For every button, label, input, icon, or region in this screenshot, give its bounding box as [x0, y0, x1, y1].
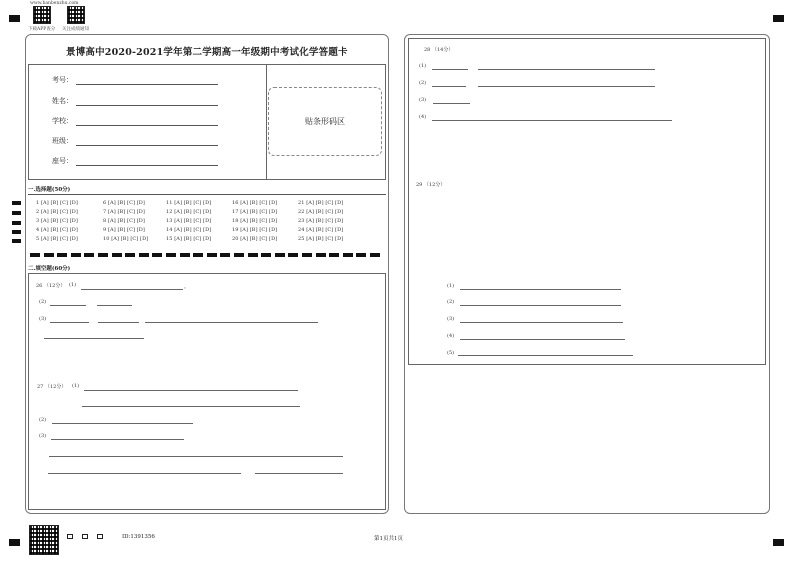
exam-number-label: 考号：: [52, 76, 73, 84]
q28-q29-box: [408, 38, 766, 365]
q26-part1-label: (1): [69, 282, 77, 288]
timing-mark-1: [12, 201, 21, 205]
q29-part2-line[interactable]: [460, 305, 621, 306]
choice-item[interactable]: 25 [A] [B] [C] [D]: [298, 236, 344, 242]
q28-part2-line-b[interactable]: [478, 86, 655, 87]
info-divider: [266, 64, 267, 180]
timing-mark-2: [12, 211, 21, 215]
section2-box: [28, 273, 386, 510]
q29-head: 29 （12分）: [416, 182, 446, 188]
q26-part3-label: (3): [39, 316, 47, 322]
choice-item[interactable]: 16 [A] [B] [C] [D]: [232, 200, 278, 206]
choice-item[interactable]: 17 [A] [B] [C] [D]: [232, 209, 278, 215]
choice-item[interactable]: 13 [A] [B] [C] [D]: [166, 218, 212, 224]
separator-dash: [234, 253, 244, 257]
separator-dash: [207, 253, 217, 257]
choice-item[interactable]: 3 [A] [B] [C] [D]: [36, 218, 78, 224]
separator-dash: [370, 253, 380, 257]
footer-box-3: [97, 534, 103, 539]
separator-dash: [261, 253, 271, 257]
q29-part5-line[interactable]: [458, 355, 633, 356]
separator-dash: [139, 253, 149, 257]
registration-mark-bottom-left: [9, 539, 20, 546]
separator-dash: [125, 253, 135, 257]
q28-part4-label: (4): [419, 114, 427, 120]
registration-mark-top-left: [9, 15, 20, 22]
timing-mark-3: [12, 221, 21, 225]
choice-item[interactable]: 9 [A] [B] [C] [D]: [103, 227, 145, 233]
q29-part3-label: (3): [447, 316, 455, 322]
choice-item[interactable]: 12 [A] [B] [C] [D]: [166, 209, 212, 215]
section2-title: 二.填空题(60分): [28, 266, 71, 272]
school-label: 学校：: [52, 117, 73, 125]
timing-mark-5: [12, 239, 21, 243]
exam-title: 景博高中2020-2021学年第二学期高一年级期中考试化学答题卡: [66, 47, 348, 58]
q27-part2-line[interactable]: [52, 423, 193, 424]
separator-dash: [220, 253, 230, 257]
choice-item[interactable]: 21 [A] [B] [C] [D]: [298, 200, 344, 206]
q27-part2-label: (2): [39, 417, 47, 423]
separator-dash: [302, 253, 312, 257]
q26-part2-label: (2): [39, 299, 47, 305]
q27-part3-line-b[interactable]: [49, 456, 343, 457]
separator-dash: [57, 253, 67, 257]
separator-dash: [180, 253, 190, 257]
separator-dash: [343, 253, 353, 257]
q27-part3-line-a[interactable]: [51, 439, 184, 440]
choice-item[interactable]: 11 [A] [B] [C] [D]: [166, 200, 212, 206]
q26-head: 26 （12分）: [36, 283, 66, 289]
q28-part1-line-b[interactable]: [478, 69, 655, 70]
choice-item[interactable]: 20 [A] [B] [C] [D]: [232, 236, 278, 242]
q26-part3-line-c[interactable]: [145, 322, 318, 323]
qr-notify-caption: 关注成绩通知: [62, 27, 89, 32]
q29-part5-label: (5): [447, 350, 455, 356]
separator-dash: [98, 253, 108, 257]
page-number: 第1页共1页: [374, 536, 403, 542]
q28-part3-label: (3): [419, 97, 427, 103]
choice-item[interactable]: 24 [A] [B] [C] [D]: [298, 227, 344, 233]
registration-mark-bottom-right: [773, 539, 784, 546]
separator-dash: [152, 253, 162, 257]
q29-part1-label: (1): [447, 283, 455, 289]
barcode-area: 贴条形码区: [268, 87, 382, 156]
q28-head: 28 （14分）: [424, 47, 454, 53]
qr-code-app: [33, 6, 51, 24]
q29-part4-label: (4): [447, 333, 455, 339]
footer-box-1: [67, 534, 73, 539]
section1-title: 一.选择题(50分): [28, 187, 71, 193]
seat-field[interactable]: [76, 165, 218, 166]
separator-dash: [329, 253, 339, 257]
separator-dash: [316, 253, 326, 257]
choice-item[interactable]: 8 [A] [B] [C] [D]: [103, 218, 145, 224]
q27-part3-line-c[interactable]: [48, 473, 241, 474]
q29-part1-line[interactable]: [460, 289, 621, 290]
q28-part4-line[interactable]: [432, 120, 672, 121]
qr-app-caption: 下载APP查分: [28, 27, 56, 32]
choice-item[interactable]: 5 [A] [B] [C] [D]: [36, 236, 78, 242]
choice-item[interactable]: 23 [A] [B] [C] [D]: [298, 218, 344, 224]
choice-item[interactable]: 19 [A] [B] [C] [D]: [232, 227, 278, 233]
choice-item[interactable]: 2 [A] [B] [C] [D]: [36, 209, 78, 215]
q27-part1-line-a[interactable]: [84, 390, 298, 391]
school-field[interactable]: [76, 125, 218, 126]
choice-item[interactable]: 14 [A] [B] [C] [D]: [166, 227, 212, 233]
q29-part4-line[interactable]: [460, 339, 625, 340]
separator-dash: [44, 253, 54, 257]
q27-part1-line-b[interactable]: [82, 406, 300, 407]
q28-part2-line-a[interactable]: [432, 86, 466, 87]
class-field[interactable]: [76, 145, 218, 146]
separator-dash: [288, 253, 298, 257]
timing-mark-4: [12, 230, 21, 234]
section1-rule: [28, 194, 386, 195]
choice-item[interactable]: 1 [A] [B] [C] [D]: [36, 200, 78, 206]
qr-code-notify: [67, 6, 85, 24]
name-field[interactable]: [76, 105, 218, 106]
q26-part3-line-d[interactable]: [44, 338, 144, 339]
choice-item[interactable]: 4 [A] [B] [C] [D]: [36, 227, 78, 233]
choice-item[interactable]: 15 [A] [B] [C] [D]: [166, 236, 212, 242]
choice-item[interactable]: 6 [A] [B] [C] [D]: [103, 200, 145, 206]
separator-dash: [112, 253, 122, 257]
q26-part2-line-a[interactable]: [50, 305, 86, 306]
choice-item[interactable]: 10 [A] [B] [C] [D]: [103, 236, 149, 242]
exam-number-field[interactable]: [76, 84, 218, 85]
q28-part2-label: (2): [419, 80, 427, 86]
q26-tail: 。: [184, 284, 190, 290]
name-label: 姓名：: [52, 97, 73, 105]
q26-part3-line-b[interactable]: [98, 322, 139, 323]
registration-mark-top-right: [773, 15, 784, 22]
q28-part1-line-a[interactable]: [432, 69, 468, 70]
q27-part1-label: (1): [72, 383, 80, 389]
q28-part1-label: (1): [419, 63, 427, 69]
q26-part2-line-b[interactable]: [97, 305, 132, 306]
choice-item[interactable]: 22 [A] [B] [C] [D]: [298, 209, 344, 215]
footer-qr-code: [29, 525, 59, 555]
paper-id: ID:1391356: [122, 534, 155, 540]
choice-item[interactable]: 18 [A] [B] [C] [D]: [232, 218, 278, 224]
separator-dash: [30, 253, 40, 257]
separator-dash: [275, 253, 285, 257]
q26-part3-line-a[interactable]: [50, 322, 89, 323]
q27-head: 27 （12分）: [37, 384, 67, 390]
q29-part3-line[interactable]: [460, 322, 623, 323]
q27-part3-label: (3): [39, 433, 47, 439]
separator-dash: [248, 253, 258, 257]
q28-part3-line[interactable]: [433, 103, 470, 104]
separator-dash: [166, 253, 176, 257]
site-url: www.banbenzhu.com: [30, 1, 79, 6]
separator-dash: [71, 253, 81, 257]
choice-item[interactable]: 7 [A] [B] [C] [D]: [103, 209, 145, 215]
q26-part1-line[interactable]: [81, 289, 183, 290]
separator-dash: [356, 253, 366, 257]
separator-dash: [193, 253, 203, 257]
footer-box-2: [82, 534, 88, 539]
q29-part2-label: (2): [447, 299, 455, 305]
separator-dash: [84, 253, 94, 257]
seat-label: 座号：: [52, 157, 73, 165]
q27-part3-line-d[interactable]: [255, 473, 343, 474]
class-label: 班级：: [52, 137, 73, 145]
